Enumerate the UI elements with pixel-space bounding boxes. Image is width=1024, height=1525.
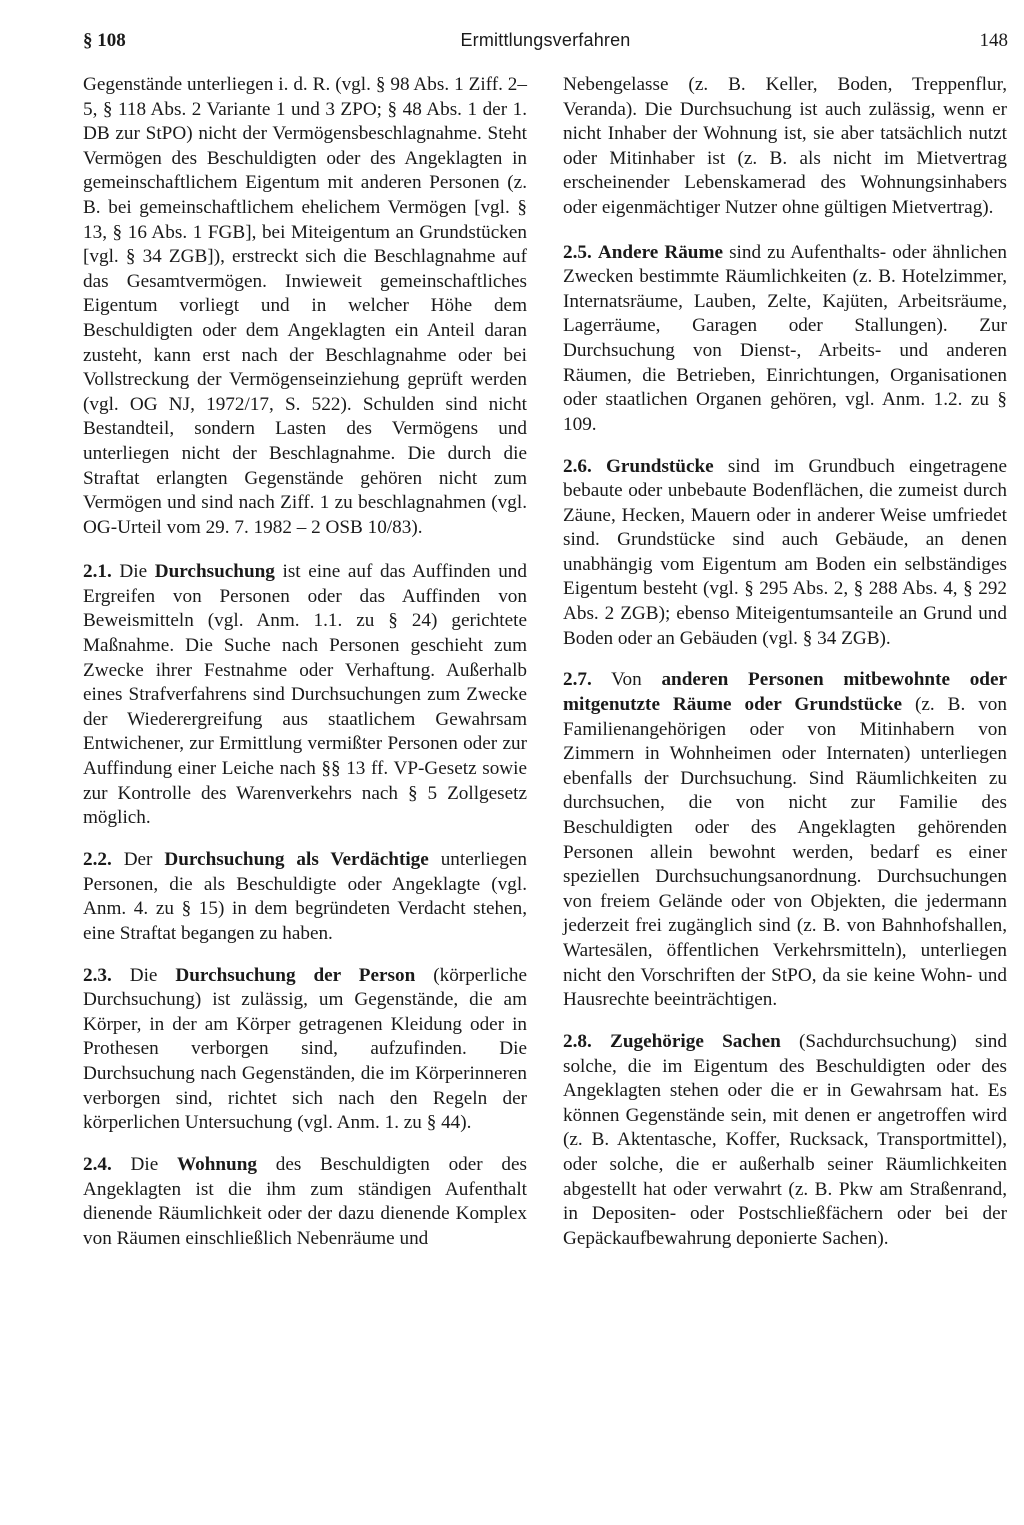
keyword: Zugehörige Sachen: [610, 1030, 781, 1052]
right-column: [563, 73, 1007, 1268]
keyword: Andere Räume: [597, 241, 723, 263]
page-number: 148: [979, 30, 1008, 51]
keyword: Grundstücke: [605, 455, 714, 477]
page-header: [83, 30, 1008, 60]
paragraph: 2.5. Andere Räume sind zu Aufenthalts- oder ähnlichen Zwecken bestimmte Räumlichkeiten (z. B. Hotelzimmer, Internatsräume, Lauben, Zelte, Kajüten, Arbeitsräume, Lagerräume, Garagen oder Stallungen). Zur Durchsuchung von Dienst-, Arbeits- und anderen Räumen, die Betrieben, Einrichtungen, Organisationen oder staatlichen Organen gehören, vgl. Anm. 1.2. zu § 109.: [563, 241, 1008, 435]
keyword: Durchsuchung als Verdächtige: [164, 849, 429, 870]
keyword: Wohnung: [176, 1153, 257, 1175]
keyword: Durchsuchung der Person: [175, 964, 416, 986]
paragraph-number: 2.6.: [563, 455, 592, 477]
paragraph-number: 2.8.: [563, 1030, 592, 1052]
paragraph: 2.3. Die Durchsuchung der Person (körperliche Durchsuchung) ist zulässig, um Gegenstände, die am Körper, in der am Körper getragenen Kleidung oder in Prothesen verborgen sind, aufzufinden. Die Durchsuchung nach Gegenständen, die im Körperinneren verborgen sind, richtet sich nach den Regeln der körperlichen Untersuchung (vgl. Anm. 1. zu § 44).: [83, 964, 527, 1134]
keyword: anderen Personen mitbewohnte oder mitgenutzte Räume oder Grundstücke: [563, 669, 1007, 716]
left-column: [83, 73, 527, 1268]
paragraph: 2.6. Grundstücke sind im Grundbuch eingetragene bebaute oder unbebaute Bodenflächen, die zumeist durch Zäune, Hecken, Mauern oder in anderer Weise umfriedet sind. Grundstücke sind auch Gebäude, an denen unabhängig vom Eigentum am Boden ein selbständiges Eigentum besteht (vgl. § 295 Abs. 2, § 288 Abs. 4, § 292 Abs. 2 ZGB); ebenso Miteigentumsanteile an Grund und Boden oder an Gebäuden (vgl. § 34 ZGB).: [563, 455, 1008, 649]
section-number: § 108: [83, 30, 126, 51]
paragraph: 2.1. Die Durchsuchung ist eine auf das Auffinden und Ergreifen von Personen oder das Auffinden von Beweismitteln (vgl. Anm. 1.1. zu § 24) gerichtete Maßnahme. Die Suche nach Personen geschieht zum Zwecke ihrer Festnahme oder Verhaftung. Außerhalb eines Strafverfahrens sind Durchsuchungen zum Zwecke der Wiederergreifung aus staatlichem Gewahrsam Entwichener, zur Ermittlung vermißter Personen oder zur Auffindung einer Leiche nach §§ 13 ff. VP-Gesetz sowie zur Kontrolle des Warenverkehrs nach § 5 Zollgesetz möglich.: [83, 561, 527, 829]
paragraph: Nebengelasse (z. B. Keller, Boden, Treppenflur, Veranda). Die Durchsuchung ist auch zulässig, wenn er nicht Inhaber der Wohnung ist, sie aber tatsächlich nutzt oder Mitinhaber ist (z. B. als nicht im Mietvertrag erscheinender Lebenskamerad des Wohnungsinhabers oder eigenmächtiger Nutzer ohne gültigen Mietvertrag).: [563, 74, 1007, 218]
paragraph: Gegenstände unterliegen i. d. R. (vgl. § 98 Abs. 1 Ziff. 2–5, § 118 Abs. 2 Variante 1 und 3 ZPO; § 48 Abs. 1 der 1. DB zur StPO) nicht der Vermögensbeschlagnahme. Steht Vermögen des Beschuldigten oder des Angeklagten in gemeinschaftlichem Eigentum mit anderen Personen (z. B. bei gemeinschaftlichem ehelichem Vermögen [vgl. § 13, § 16 Abs. 1 FGB], bei Miteigentum an Grundstücken [vgl. § 34 ZGB]), erstreckt sich die Beschlagnahme auf das Gesamtvermögen. Inwieweit gemeinschaftliches Eigentum vorliegt und in welcher Höhe dem Beschuldigten oder dem Angeklagten ein Anteil daran zusteht, kann erst nach der Beschlagnahme oder bei Vollstreckung der Vermögenseinziehung geprüft werden (vgl. OG NJ, 1972/17, S. 522). Schulden sind nicht Bestandteil, sondern Lasten des Vermögens und unterliegen nicht der Beschlagnahme. Die durch die Straftat erlangten Gegenstände gehören nicht zum Vermögen und sind nach Ziff. 1 zu beschlagnahmen (vgl. OG-Urteil vom 29. 7. 1982 – 2 OSB 10/83).: [83, 74, 527, 538]
paragraph-number: 2.1.: [83, 561, 112, 583]
paragraph: 2.8. Zugehörige Sachen (Sachdurchsuchung) sind solche, die im Eigentum des Beschuldigten oder des Angeklagten stehen oder die er in Gewahrsam hat. Es können Gegenstände sein, mit denen er angetroffen wird (z. B. Aktentasche, Koffer, Rucksack, Transportmittel), oder solche, die er außerhalb seiner Räumlichkeiten abgestellt hat oder verwahrt (z. B. Pkw am Straßenrand, in Depositen- oder Postschließfächern oder bei der Gepäckaufbewahrung deponierte Sachen).: [563, 1030, 1007, 1249]
keyword: Durchsuchung: [154, 561, 275, 583]
paragraph-number: 2.2.: [83, 849, 112, 870]
paragraph: 2.2. Der Durchsuchung als Verdächtige unterliegen Personen, die als Beschuldigte oder Angeklagte (vgl. Anm. 4. zu § 15) in dem begründeten Verdacht stehen, eine Straftat begangen zu haben.: [83, 849, 527, 944]
running-title: Ermittlungsverfahren: [460, 30, 631, 50]
paragraph-number: 2.3.: [83, 964, 112, 986]
paragraph: 2.7. Von anderen Personen mitbewohnte oder mitgenutzte Räume oder Grundstücke (z. B. von Familienangehörigen oder von Mitinhabern von Zimmern in Wohnheimen oder Internaten) unterliegen ebenfalls der Durchsuchung. Sind Räumlichkeiten zu durchsuchen, die von nicht zur Familie des Beschuldigten oder des Angeklagten gehörenden Personen allein bewohnt werden, bedarf es einer speziellen Durchsuchungsanordnung. Durchsuchungen von freiem Gelände oder von Objekten, die jedermann jederzeit frei zugänglich sind (z. B. von Bahnhofshallen, Wartesälen, öffentlichen Verkehrsmitteln), unterliegen nicht den Vorschriften der StPO, da sie keine Wohn- und Hausrechte beeinträchtigen.: [563, 669, 1007, 1011]
paragraph-number: 2.4.: [83, 1153, 112, 1175]
paragraph-number: 2.7.: [563, 669, 592, 691]
paragraph-number: 2.5.: [563, 241, 592, 263]
paragraph: 2.4. Die Wohnung des Beschuldigten oder des Angeklagten ist die ihm zum ständigen Aufenthalt dienende Räumlichkeit oder der dazu dienende Komplex von Räumen einschließlich Nebenräume und: [83, 1153, 527, 1249]
